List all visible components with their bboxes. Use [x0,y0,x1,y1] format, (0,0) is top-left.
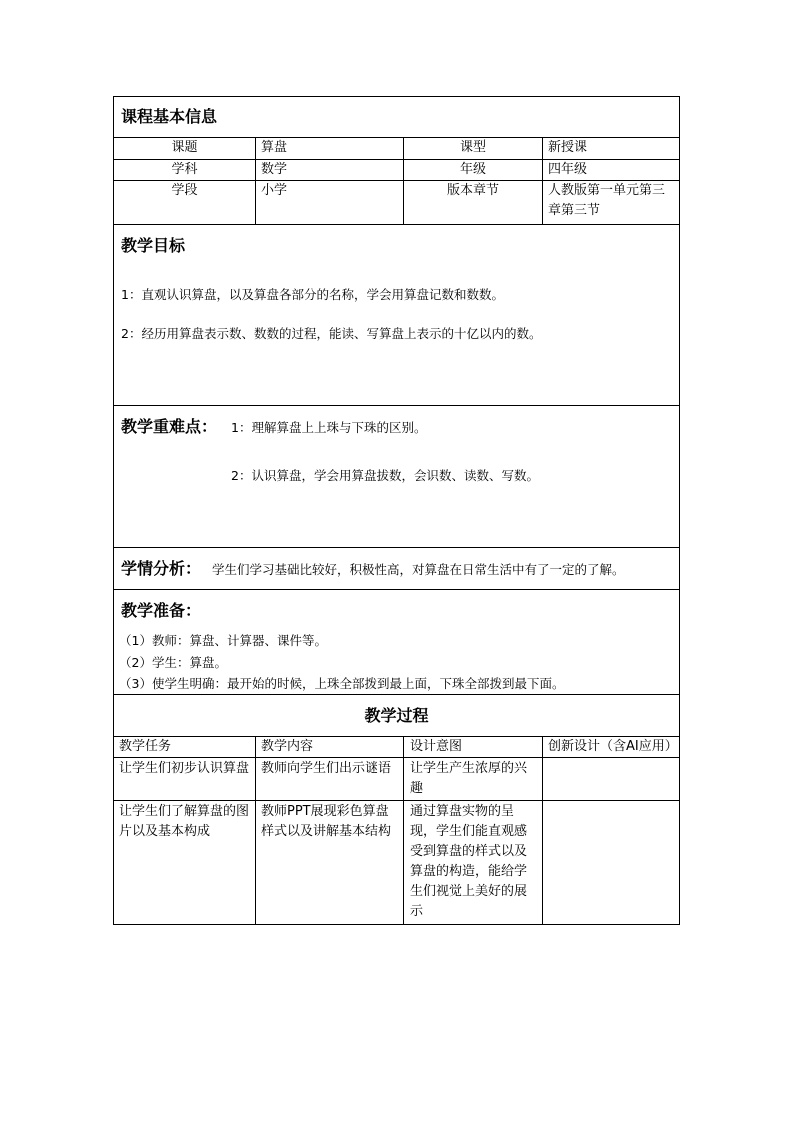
rule [403,736,404,925]
key-points-title: 教学重难点： [121,417,218,436]
rule [113,589,680,590]
process-title: 教学过程 [364,706,429,725]
process-cell: 让学生产生浓厚的兴趣 [410,761,528,796]
rule [113,757,680,758]
objective-item: 1：直观认识算盘，以及算盘各部分的名称，学会用算盘记数和数数。 [121,287,504,302]
key-point-item: 2：认识算盘，学会用算盘拔数，会识数、读数、写数。 [231,468,539,483]
info-label-stage: 学段 [171,183,198,198]
process-header-content: 教学内容 [261,739,314,754]
rule [255,736,256,925]
info-value-topic: 算盘 [261,140,288,155]
rule [255,137,256,224]
objectives-title: 教学目标 [121,236,186,255]
objective-item: 2：经历用算盘表示数、数数的过程，能读、写算盘上表示的十亿以内的数。 [121,326,542,341]
rule [542,736,543,925]
info-label-chapter: 版本章节 [446,183,499,198]
process-cell: 教师向学生们出示谜语 [261,761,392,776]
process-cell: 教师PPT展现彩色算盘样式以及讲解基本结构 [261,804,392,839]
info-value-subject: 数学 [261,162,288,177]
info-label-grade: 年级 [459,162,486,177]
info-value-chapter: 人教版第一单元第三章第三节 [548,183,666,218]
analysis-title: 学情分析： [121,559,202,578]
process-cell: 通过算盘实物的呈现，学生们能直观感受到算盘的样式以及算盘的构造，能给学生们视觉上美好的展示 [410,804,528,919]
rule [113,800,680,801]
process-cell: 让学生们初步认识算盘 [119,761,250,776]
rule [542,137,543,224]
rule [113,405,680,406]
preparation-item: （1）教师：算盘、计算器、课件等。 [119,633,327,648]
rule [113,224,680,225]
process-header-innovation: 创新设计（含AI应用） [548,739,678,754]
process-cell: 让学生们了解算盘的图片以及基本构成 [119,804,250,839]
rule [113,694,680,695]
process-header-task: 教学任务 [119,739,172,754]
key-point-item: 1：理解算盘上上珠与下珠的区别。 [231,420,427,435]
preparation-item: （3）使学生明确：最开始的时候，上珠全部拨到最上面，下珠全部拨到最下面。 [119,676,565,691]
preparation-title: 教学准备： [121,601,202,620]
process-header-intent: 设计意图 [410,739,463,754]
preparation-item: （2）学生：算盘。 [119,655,227,670]
info-label-topic: 课题 [171,140,198,155]
info-label-subject: 学科 [171,162,198,177]
info-value-type: 新授课 [548,140,588,155]
info-label-type: 课型 [459,140,486,155]
rule [113,547,680,548]
analysis-text: 学生们学习基础比较好，积极性高，对算盘在日常生活中有了一定的了解。 [212,562,625,577]
info-value-grade: 四年级 [548,162,588,177]
basic-info-title: 课程基本信息 [121,107,218,126]
info-value-stage: 小学 [261,183,288,198]
